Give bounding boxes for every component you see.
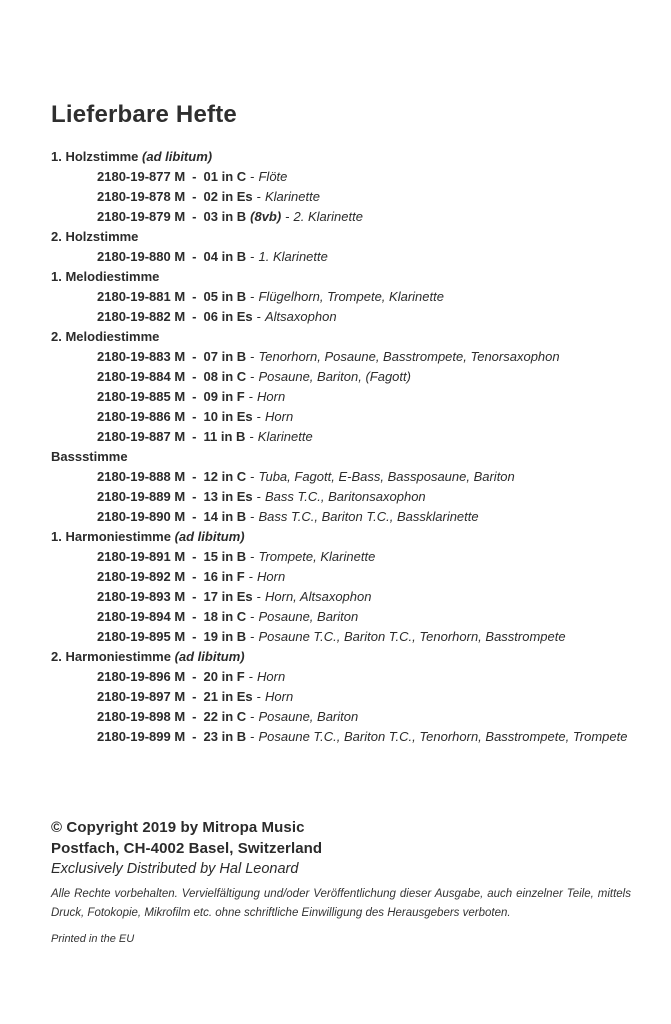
catalog-number: 2180-19-889 M (97, 489, 186, 504)
catalog-item (51, 407, 651, 427)
catalog-item (51, 207, 651, 227)
instrument-names: Posaune, Bariton (258, 709, 359, 724)
section-heading (51, 147, 651, 167)
instrument-dash: - (250, 249, 255, 264)
catalog-item (51, 547, 651, 567)
instrument-names: Horn (257, 669, 286, 684)
catalog-number: 2180-19-897 M (97, 689, 186, 704)
section-heading-label: 2. Melodiestimme (51, 329, 160, 344)
separator-dash: - (192, 689, 197, 704)
distribution-line: Exclusively Distributed by Hal Leonard (51, 861, 299, 877)
instrument-dash: - (250, 349, 255, 364)
catalog-number: 2180-19-891 M (97, 549, 186, 564)
printed-in-note: Printed in the EU (51, 933, 135, 945)
instrument-names: Posaune T.C., Bariton T.C., Tenorhorn, Basstrompete, Trompete (258, 729, 628, 744)
instrument-names: 1. Klarinette (258, 249, 328, 264)
instrument-names: Horn (265, 409, 294, 424)
instrument-names: Bass T.C., Baritonsaxophon (265, 489, 426, 504)
instrument-names: Tenorhorn, Posaune, Basstrompete, Tenorsaxophon (258, 349, 560, 364)
section-heading-label: 1. Melodiestimme (51, 269, 160, 284)
catalog-item (51, 667, 651, 687)
part-label: 01 in C (203, 169, 247, 184)
part-label: 08 in C (203, 369, 247, 384)
section-heading-note: (ad libitum) (142, 149, 213, 164)
catalog-number: 2180-19-885 M (97, 389, 186, 404)
section-heading (51, 327, 651, 347)
catalog-item (51, 427, 651, 447)
section-heading (51, 267, 651, 287)
separator-dash: - (192, 369, 197, 384)
catalog-number: 2180-19-895 M (97, 629, 186, 644)
instrument-names: Altsaxophon (265, 309, 337, 324)
catalog-item (51, 387, 651, 407)
catalog-item (51, 167, 651, 187)
section-heading-label: Bassstimme (51, 449, 128, 464)
instrument-names: Flöte (258, 169, 288, 184)
section-heading-note: (ad libitum) (174, 529, 245, 544)
section-heading-note: (ad libitum) (174, 649, 245, 664)
part-label: 23 in B (203, 729, 247, 744)
instrument-names: Posaune T.C., Bariton T.C., Tenorhorn, Basstrompete (258, 629, 566, 644)
catalog-number: 2180-19-877 M (97, 169, 186, 184)
part-label: 18 in C (203, 609, 247, 624)
catalog-item (51, 287, 651, 307)
part-label: 02 in Es (203, 189, 253, 204)
instrument-dash: - (248, 669, 254, 684)
instrument-dash: - (250, 629, 255, 644)
separator-dash: - (192, 409, 197, 424)
instrument-dash: - (250, 709, 255, 724)
instrument-names: Posaune, Bariton, (Fagott) (258, 369, 411, 384)
instrument-dash: - (285, 209, 290, 224)
instrument-dash: - (250, 609, 255, 624)
section-heading-label: 2. Harmoniestimme (51, 649, 171, 664)
catalog-number: 2180-19-896 M (97, 669, 186, 684)
catalog-item (51, 487, 651, 507)
instrument-names: Flügelhorn, Trompete, Klarinette (258, 289, 444, 304)
part-label: 04 in B (203, 249, 247, 264)
catalog-item (51, 627, 651, 647)
part-label: 10 in Es (203, 409, 253, 424)
separator-dash: - (192, 209, 197, 224)
instrument-dash: - (256, 689, 261, 704)
instrument-dash: - (250, 169, 255, 184)
part-label: 16 in F (203, 569, 245, 584)
catalog-number: 2180-19-878 M (97, 189, 186, 204)
separator-dash: - (192, 709, 197, 724)
part-label: 07 in B (203, 349, 247, 364)
separator-dash: - (192, 389, 197, 404)
part-label: 19 in B (203, 629, 247, 644)
part-label: 15 in B (203, 549, 247, 564)
catalog-item (51, 507, 651, 527)
catalog-item (51, 607, 651, 627)
separator-dash: - (192, 489, 197, 504)
catalog-number: 2180-19-898 M (97, 709, 186, 724)
sections-list (51, 147, 651, 747)
separator-dash: - (192, 509, 197, 524)
part-label: 22 in C (203, 709, 247, 724)
separator-dash: - (192, 609, 197, 624)
part-label: 06 in Es (203, 309, 253, 324)
instrument-names: Klarinette (257, 429, 313, 444)
section-heading-label: 1. Holzstimme (51, 149, 139, 164)
copyright-block (51, 817, 322, 880)
section-heading-label: 2. Holzstimme (51, 229, 139, 244)
instrument-dash: - (248, 569, 254, 584)
catalog-item (51, 567, 651, 587)
catalog-item (51, 727, 651, 747)
catalog-number: 2180-19-893 M (97, 589, 186, 604)
publisher-address: Postfach, CH-4002 Basel, Switzerland (51, 840, 323, 857)
separator-dash: - (192, 629, 197, 644)
separator-dash: - (192, 669, 197, 684)
catalog-item (51, 187, 651, 207)
instrument-dash: - (250, 509, 255, 524)
separator-dash: - (192, 469, 197, 484)
separator-dash: - (192, 309, 197, 324)
catalog-number: 2180-19-879 M (97, 209, 186, 224)
catalog-item (51, 307, 651, 327)
instrument-names: Klarinette (265, 189, 320, 204)
part-label: 13 in Es (203, 489, 253, 504)
section-heading (51, 527, 651, 547)
catalog-number: 2180-19-881 M (97, 289, 186, 304)
catalog-number: 2180-19-899 M (97, 729, 186, 744)
instrument-dash: - (256, 309, 261, 324)
catalog-number: 2180-19-880 M (97, 249, 186, 264)
instrument-dash: - (250, 549, 255, 564)
instrument-names: Horn (257, 389, 286, 404)
instrument-names: 2. Klarinette (293, 209, 363, 224)
catalog-item (51, 247, 651, 267)
instrument-dash: - (250, 469, 255, 484)
catalog-number: 2180-19-887 M (97, 429, 186, 444)
instrument-dash: - (250, 729, 255, 744)
part-label: 11 in B (203, 429, 246, 444)
instrument-names: Trompete, Klarinette (258, 549, 376, 564)
instrument-dash: - (248, 389, 254, 404)
instrument-dash: - (250, 289, 255, 304)
catalog-item (51, 347, 651, 367)
separator-dash: - (192, 549, 197, 564)
instrument-dash: - (249, 429, 254, 444)
instrument-dash: - (250, 369, 255, 384)
separator-dash: - (192, 589, 197, 604)
catalog-item (51, 467, 651, 487)
part-label: 20 in F (203, 669, 245, 684)
page-title: Lieferbare Hefte (51, 101, 237, 128)
part-label: 12 in C (203, 469, 247, 484)
separator-dash: - (192, 349, 197, 364)
copyright-line: © Copyright 2019 by Mitropa Music (51, 819, 305, 836)
instrument-dash: - (256, 589, 261, 604)
part-label: 17 in Es (203, 589, 253, 604)
separator-dash: - (192, 249, 197, 264)
section-heading-label: 1. Harmoniestimme (51, 529, 171, 544)
part-label: 09 in F (203, 389, 245, 404)
catalog-number: 2180-19-890 M (97, 509, 186, 524)
instrument-names: Horn (265, 689, 294, 704)
catalog-number: 2180-19-886 M (97, 409, 186, 424)
instrument-names: Tuba, Fagott, E-Bass, Bassposaune, Bariton (258, 469, 515, 484)
catalog-item (51, 587, 651, 607)
separator-dash: - (192, 729, 197, 744)
separator-dash: - (192, 189, 197, 204)
instrument-dash: - (256, 409, 261, 424)
catalog-number: 2180-19-882 M (97, 309, 186, 324)
part-label: 14 in B (203, 509, 247, 524)
instrument-dash: - (256, 489, 261, 504)
section-heading (51, 227, 651, 247)
separator-dash: - (192, 429, 197, 444)
catalog-number: 2180-19-884 M (97, 369, 186, 384)
catalog-number: 2180-19-894 M (97, 609, 186, 624)
instrument-names: Horn (257, 569, 286, 584)
separator-dash: - (192, 289, 197, 304)
instrument-names: Bass T.C., Bariton T.C., Bassklarinette (258, 509, 479, 524)
separator-dash: - (192, 169, 197, 184)
section-heading (51, 447, 651, 467)
catalog-number: 2180-19-888 M (97, 469, 186, 484)
legal-notice: Alle Rechte vorbehalten. Vervielfältigung und/oder Veröffentlichung dieser Ausgabe, auch einzelner Teile, mittels Druck, Fotokopie, Mikrofilm etc. ohne schriftliche Einwilligung des Herausgebers verboten. (51, 888, 631, 919)
part-label: 03 in B (203, 209, 247, 224)
instrument-names: Horn, Altsaxophon (265, 589, 372, 604)
instrument-names: Posaune, Bariton (258, 609, 359, 624)
catalog-item (51, 367, 651, 387)
separator-dash: - (192, 569, 197, 584)
catalog-number: 2180-19-892 M (97, 569, 186, 584)
catalog-item (51, 707, 651, 727)
catalog-item (51, 687, 651, 707)
section-heading (51, 647, 651, 667)
part-label: 21 in Es (203, 689, 253, 704)
part-note: (8vb) (250, 209, 282, 224)
part-label: 05 in B (203, 289, 247, 304)
catalog-number: 2180-19-883 M (97, 349, 186, 364)
instrument-dash: - (256, 189, 261, 204)
